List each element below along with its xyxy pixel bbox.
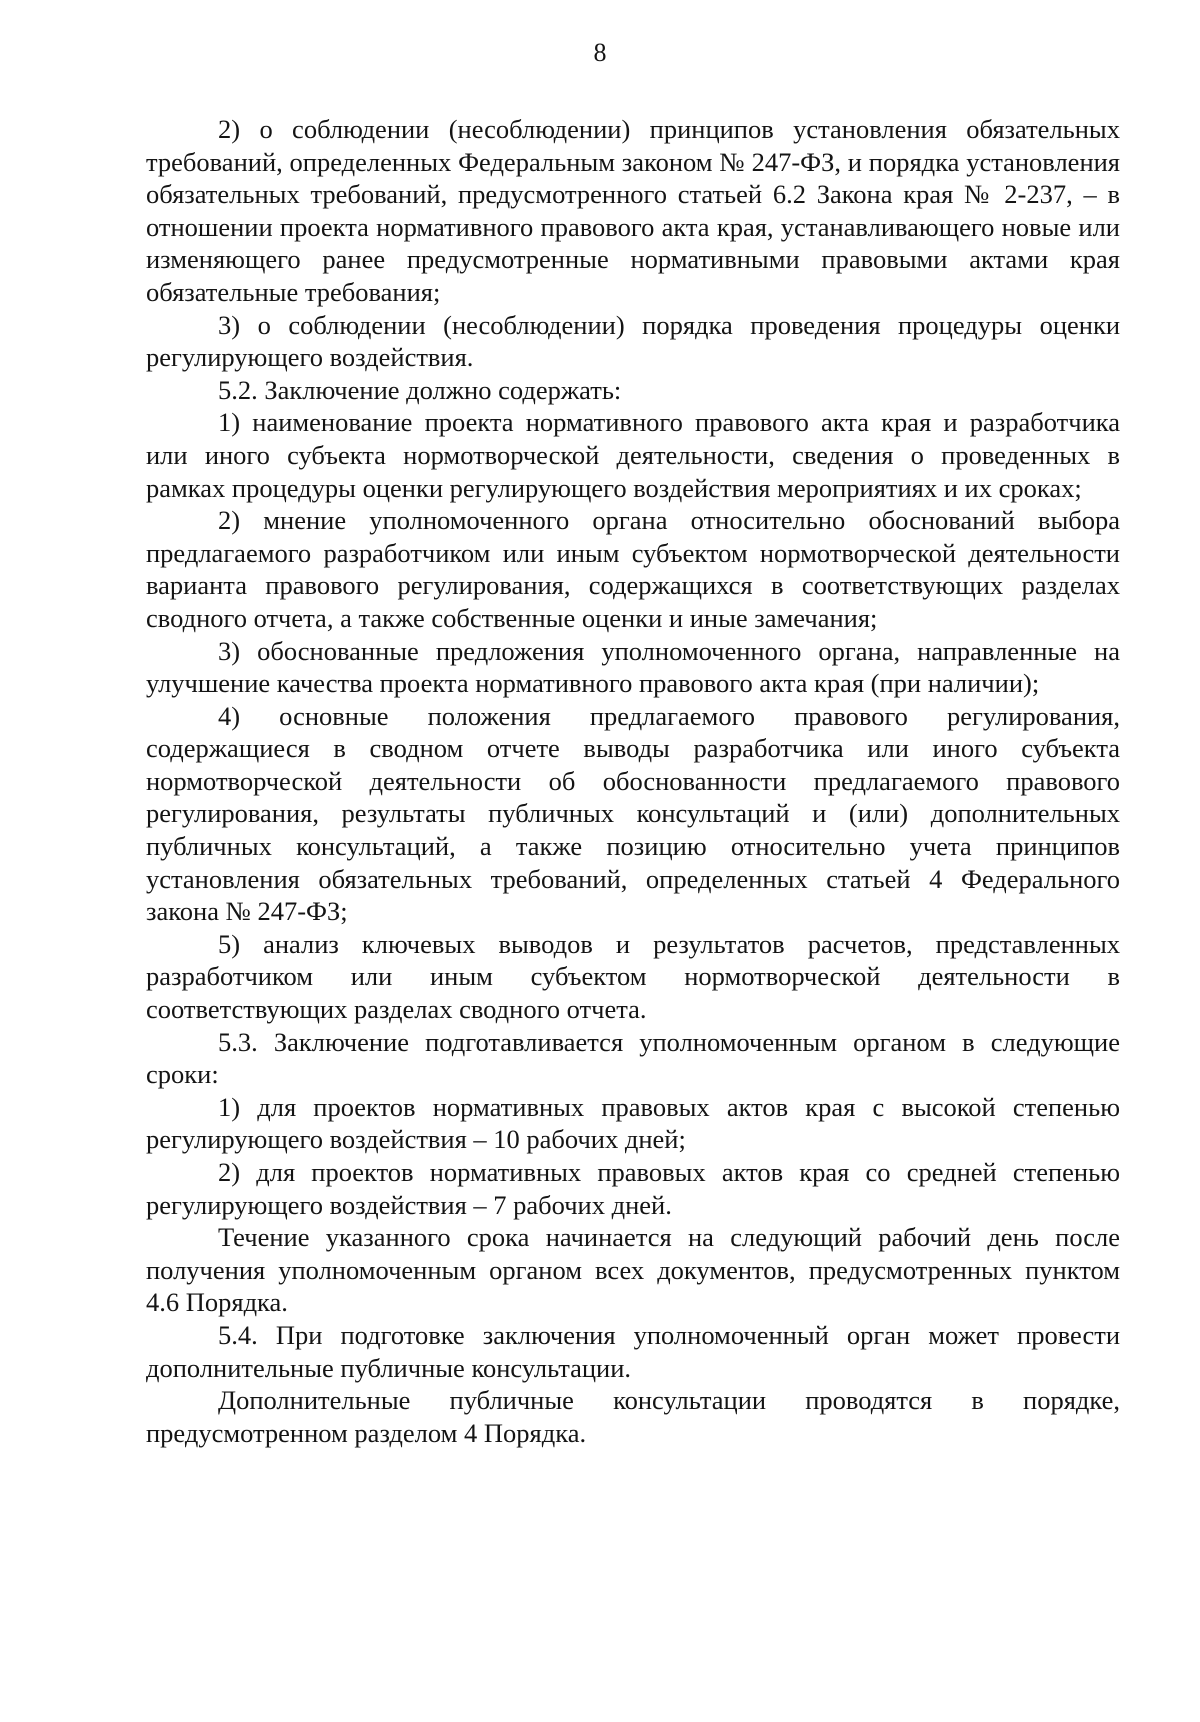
paragraph-term-start: Течение указанного срока начинается на следующий рабочий день после получения уполномоченным органом всех документов, предусмотренных пунктом 4.6 Порядка. <box>146 1222 1120 1318</box>
paragraph-5-2-item-3: 3) обоснованные предложения уполномоченного органа, направленные на улучшение качества проекта нормативного правового акта края (при наличии); <box>146 635 1120 699</box>
paragraph-additional-consultations: Дополнительные публичные консультации проводятся в порядке, предусмотренном разделом 4 Порядка. <box>146 1385 1120 1448</box>
paragraph-5-2-heading: 5.2. Заключение должно содержать: <box>218 374 622 405</box>
page-number: 8 <box>593 38 607 67</box>
paragraph-5-3-item-2: 2) для проектов нормативных правовых актов края со средней степенью регулирующего воздействия – 7 рабочих дней. <box>146 1157 1120 1220</box>
paragraph-5-2-item-4: 4) основные положения предлагаемого правового регулирования, содержащиеся в сводном отчете выводы разработчика или иного субъекта нормотворческой деятельности об обоснованности предлагаемого правового регулирования, результаты публичных консультаций и (или) дополнительных публичных консультаций, а также позицию относительно учета принципов установления обязательных требований, определенных статьей 4 Федерального закона № 247-ФЗ; <box>146 700 1120 927</box>
paragraph-3-procedure: 3) о соблюдении (несоблюдении) порядка проведения процедуры оценки регулирующего воздействия. <box>146 309 1120 373</box>
document-body <box>146 113 1120 1449</box>
paragraph-5-3-item-1: 1) для проектов нормативных правовых актов края с высокой степенью регулирующего воздействия – 10 рабочих дней; <box>146 1091 1120 1155</box>
paragraph-2-principles: 2) о соблюдении (несоблюдении) принципов установления обязательных требований, определенных Федеральным законом № 247-ФЗ, и порядка установления обязательных требований, предусмотренного статьей 6.2 Закона края № 2-237, – в отношении проекта нормативного правового акта края, устанавливающего новые или изменяющего ранее предусмотренные нормативными правовыми актами края обязательные требования; <box>146 114 1120 307</box>
paragraph-5-2-item-1: 1) наименование проекта нормативного правового акта края и разработчика или иного субъекта нормотворческой деятельности, сведения о проведенных в рамках процедуры оценки регулирующего воздействия мероприятиях и их сроках; <box>146 407 1120 503</box>
paragraph-5-2-item-2: 2) мнение уполномоченного органа относительно обоснований выбора предлагаемого разработчиком или иным субъектом нормотворческой деятельности варианта правового регулирования, содержащихся в соответствующих разделах сводного отчета, а также собственные оценки и иные замечания; <box>146 505 1120 633</box>
paragraph-5-4: 5.4. При подготовке заключения уполномоченный орган может провести дополнительные публичные консультации. <box>146 1319 1120 1383</box>
paragraph-5-3-heading: 5.3. Заключение подготавливается уполномоченным органом в следующие сроки: <box>146 1026 1120 1090</box>
paragraph-5-2-item-5: 5) анализ ключевых выводов и результатов расчетов, представленных разработчиком или иным субъектом нормотворческой деятельности в соответствующих разделах сводного отчета. <box>146 928 1120 1025</box>
